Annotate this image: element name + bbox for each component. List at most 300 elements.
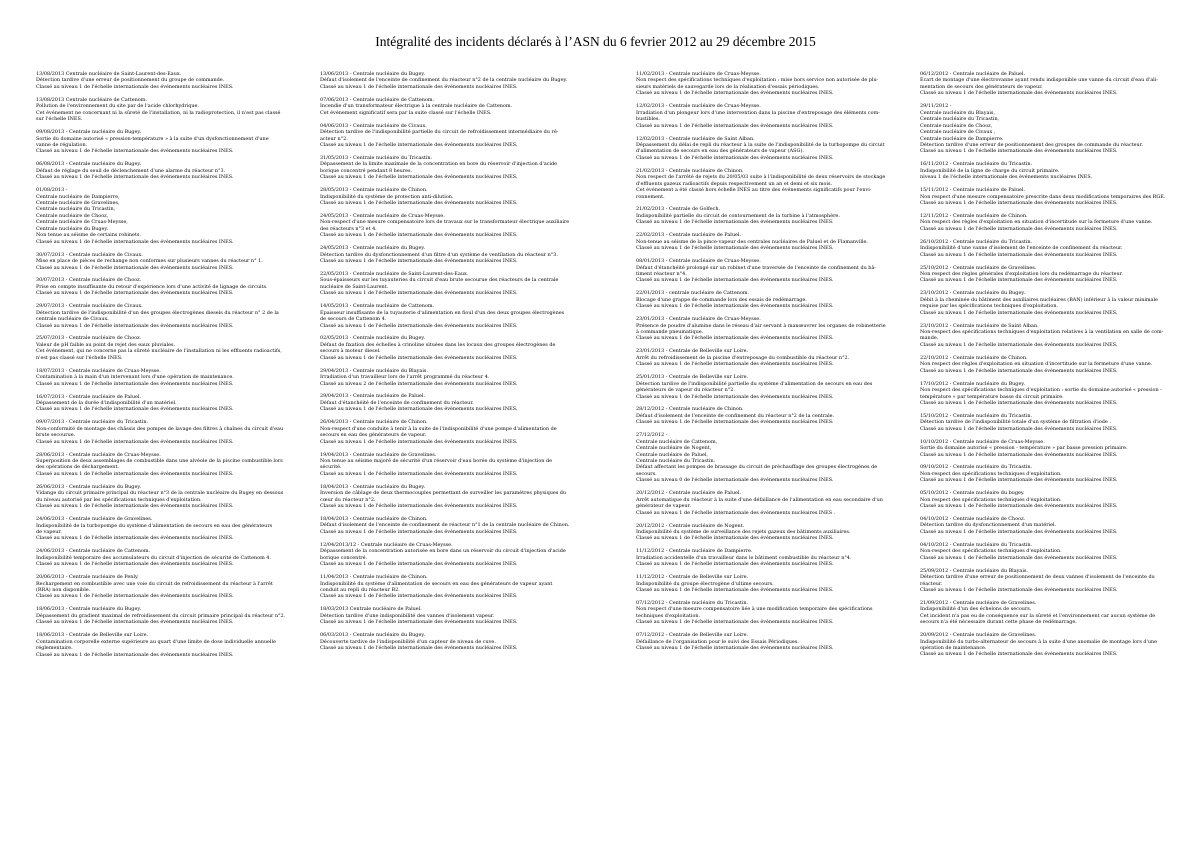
incident-text: Classé au niveau 1 de l'échelle internationale des événements nucléaires INES. xyxy=(636,335,834,342)
incident-text: borique concentré pendant 8 heures. xyxy=(320,167,413,174)
incident-header: 23/01/2013 - Centrale de Belleville sur Loire. xyxy=(636,348,749,355)
incident-entry xyxy=(320,419,588,445)
incident-text: Classé au niveau 1 de l'échelle internationale des événements nucléaires INES. xyxy=(920,277,1118,284)
incident-text: Superposition de deux assemblages de combustible dans une alvéole de la piscine combustible lors xyxy=(36,458,283,464)
incident-header: 28/05/2013 - Centrale nucléaire de Chinon. xyxy=(320,187,428,194)
incident-text: Indisponibilité temporaire des accumulateurs du circuit d'injection de sécurité de Cattenom 4. xyxy=(36,554,271,561)
incident-entry xyxy=(36,252,304,271)
incident-text: Écart de montage d'une électrovanne ayant rendu indisponible une vanne du circuit d'eau d'ali- xyxy=(920,77,1158,84)
incident-entry xyxy=(636,348,904,367)
incident-text: Classé au niveau 1 de l'échelle internationale des événements nucléaires INES. xyxy=(636,219,834,226)
incident-text: mande. xyxy=(920,335,939,342)
incident-text: Classé au niveau 1 de l'échelle internationale des événements nucléaires INES. xyxy=(320,438,518,445)
incident-text: Vidange du circuit primaire principal du réacteur n°3 de la centrale nucléaire du Bugey en dessous xyxy=(36,490,284,497)
incident-entry xyxy=(920,439,1188,458)
incident-text: Classé au niveau 1 de l'échelle internationale des événements nucléaires INES. xyxy=(36,83,234,90)
incident-header: 16/11/2012 - Centrale nucléaire du Tricastin. xyxy=(920,161,1033,168)
incident-entry xyxy=(920,187,1188,206)
incident-text: température » par température basse du circuit primaire. xyxy=(920,393,1064,400)
incident-text: Classé au niveau 1 de l'échelle internationale des événements nucléaires INES. xyxy=(320,322,518,329)
incident-text: Classé au niveau 1 de l'échelle internationale des événements nucléaires INES. xyxy=(920,148,1118,155)
incident-text: Classé au niveau 1 de l'échelle internationale des événements nucléaires INES. xyxy=(36,593,234,600)
incident-text: Classé au niveau 1 de l'échelle internationale des événements nucléaires INES. xyxy=(320,174,518,181)
incident-header: 25/07/2013 - Centrale nucléaire de Chooz. xyxy=(36,335,142,342)
incident-text: Présence de poudre d'alumine dans le réseau d'air servant à manœuvrer les organes de robinetterie xyxy=(636,322,886,329)
incident-entry xyxy=(636,490,904,516)
incident-text: acteur n°2. xyxy=(320,135,348,142)
incident-entry xyxy=(920,265,1188,284)
incident-text: Classé au niveau 1 de l'échelle internationale des événements nucléaires INES. xyxy=(636,122,834,129)
incident-entry xyxy=(636,258,904,284)
incident-header: 26/10/2012 - Centrale nucléaire du Tricastin. xyxy=(920,238,1033,245)
incident-text: Classé au niveau 1 de l'échelle internationale des événements nucléaires INES. xyxy=(920,528,1118,535)
incident-text: Irradiation accidentelle d'un travailleur dans le bâtiment combustible du réacteur n°4. xyxy=(636,554,852,561)
page-title: Intégralité des incidents déclarés à l’ASN du 6 fevrier 2012 au 29 décembre 2015 xyxy=(375,34,816,49)
incident-text: Non-respect des spécifications techniques d'exploitation. xyxy=(920,548,1062,555)
incident-text: niveau 1 de l'échelle internationale des événements nucléaires INES. xyxy=(920,174,1093,181)
incident-entry xyxy=(320,393,588,412)
incident-text: Classé au niveau 1 de l'échelle internationale des événements nucléaires INES. xyxy=(920,367,1118,374)
incident-text: Indisponibilité partielle du circuit de contournement de la turbine à l'atmosphère. xyxy=(636,212,840,219)
incident-header: 06/03/2013 - Centrale nucléaire du Bugey. xyxy=(320,632,426,639)
incident-text: Incendie d'un transformateur électrique à la centrale nucléaire de Cattenom. xyxy=(320,103,513,110)
incident-text: Classé au niveau 1 de l'échelle internationale des événements nucléaires INES. xyxy=(36,535,234,542)
incident-header: 09/10/2012 - Centrale nucléaire du Tricastin. xyxy=(920,464,1033,471)
incident-header: 29/04/2013 - Centrale nucléaire du Blayais. xyxy=(320,367,428,374)
incident-header: 13/06/2013 - Centrale nucléaire du Bugey. xyxy=(320,71,426,77)
incident-text: timent réacteur n°4. xyxy=(636,270,687,277)
incident-header: 18/06/2013 - Centrale nucléaire du Bugey. xyxy=(36,606,142,613)
incident-text: techniques d'exploitation. xyxy=(636,612,701,619)
incident-entry xyxy=(920,632,1188,658)
incident-text: Classé au niveau 1 de l'échelle internationale des événements nucléaires INES. xyxy=(636,303,834,310)
incident-header: 22/02/2013 - Centrale nucléaire de Paluel. xyxy=(636,232,742,239)
incident-header: 31/05/2013 - Centrale nucléaire du Tricastin. xyxy=(320,154,433,161)
incident-text: Classé au niveau 1 de l'échelle internationale des événements nucléaires INES. xyxy=(920,90,1118,97)
incident-text: Inversion de câblage de deux thermocouples permettant de surveiller les paramètres physiques du xyxy=(320,490,567,497)
incident-header: 25/01/2013 - Centrale de Belleville sur Loire. xyxy=(636,374,749,381)
incident-entry xyxy=(636,316,904,342)
incident-text: Non respect des spécifications techniques d'exploitation : sortie du domaine autorisé « pression - xyxy=(920,387,1162,394)
incident-text: Sortie du domaine autorisé « pression-température » à la suite d'un dysfonctionnement d'une xyxy=(36,135,269,142)
incident-header: 23/10/2012 - Centrale nucléaire de Saint Alban. xyxy=(920,322,1039,329)
incident-text: Non tenue au séisme de certains robinets. xyxy=(36,232,141,239)
incident-text: Non respect de l'arrêté de rejets du 20/05/03 suite à l'indisponibilité de deux réservoirs de stockage xyxy=(636,174,886,181)
incident-entry xyxy=(920,323,1188,349)
incident-text: Classé au niveau 1 de l'échelle internationale des événements nucléaires INES. xyxy=(320,645,518,652)
incident-text: Centrale nucléaire du Blayais, xyxy=(920,109,995,116)
incident-text: Détection tardive d'une indisponibilité des vannes d'isolement vapeur. xyxy=(320,612,495,619)
incident-text: Classé au niveau 1 de l'échelle internationale des événements nucléaires INES. xyxy=(920,651,1118,658)
incident-text: réglementaire. xyxy=(36,645,73,652)
incident-text: Classé au niveau 1 de l'échelle internationale des événements nucléaires INES. xyxy=(636,645,834,652)
incident-text: Classé au niveau 1 de l'échelle internationale des événements nucléaires INES. xyxy=(320,619,518,626)
incident-header: 18/04/2013 - Centrale nucléaire de Chinon. xyxy=(320,516,428,523)
incident-entry xyxy=(320,123,588,149)
incident-entry xyxy=(920,239,1188,258)
incident-text: réacteur. xyxy=(920,580,943,587)
incident-text: Classé au niveau 1 de l'échelle internationale des événements nucléaires INES. xyxy=(920,251,1118,258)
incident-text: Classé au niveau 1 de l'échelle internationale des événements nucléaires INES. xyxy=(320,83,518,90)
incident-text: Classé au niveau 1 de l'échelle internationale des événements nucléaires INES. xyxy=(36,148,234,155)
incident-text: Indisponibilité du groupe électrogène d'ultime secours. xyxy=(636,580,774,587)
incident-entry xyxy=(320,271,588,297)
incident-header: 04/10/2012 - Centrale nucléaire du Tricastin. xyxy=(920,541,1033,548)
incident-text: Indisponibilité de la turbopompe du système d'alimentation de secours en eau des générateurs xyxy=(36,522,273,529)
incident-text: générateurs de vapeur du réacteur n°2. xyxy=(636,387,735,394)
incident-text: Classé au niveau 1 de l'échelle internationale des événements nucléaires INES. xyxy=(636,619,834,626)
incident-text: Détection tardive de l'indisponibilité partielle du circuit de refroidissement intermédiaire du ré- xyxy=(320,129,559,136)
incident-text: Centrale nucléaire du Tricastin, xyxy=(920,116,1000,123)
incident-header: 22/05/2013 - Centrale nucléaire de Saint-Laurent-des-Eaux. xyxy=(320,270,469,277)
incident-text: Centrale nucléaire de Paluel, xyxy=(636,451,709,458)
incident-text: Classé au niveau 1 de l'échelle internationale des événements nucléaires INES. xyxy=(36,619,234,626)
incident-text: Classé au niveau 1 de l'échelle internationale des événements nucléaires INES. xyxy=(636,277,834,284)
incident-header: 29/07/2013 - Centrale nucléaire de Civaux. xyxy=(36,303,143,310)
incident-entry xyxy=(636,406,904,425)
incident-text: de vapeur. xyxy=(36,528,62,535)
incident-text: Cet événement a été classé hors échelle INES au titre des événements significatifs pour l'envi- xyxy=(636,187,872,194)
incident-text: Cet incident n'a pas eu de conséquence sur la sûreté et l'environnement car aucun système de xyxy=(920,612,1156,619)
incident-text: Non respect des règles d'exploitation en situation d'incertitude sur la fermeture d'une vanne. xyxy=(920,361,1153,368)
incident-header: 11/12/2012 - Centrale de Belleville sur Loire. xyxy=(636,574,749,581)
incident-text: Non respect d'une mesure compensatoire prescrite dans deux modifications temporaires des RGE. xyxy=(920,193,1166,200)
incident-text: Classé au niveau 1 de l'échelle internationale des événements nucléaires INES. xyxy=(36,264,234,271)
incident-text: Classé au niveau 1 de l'échelle internationale des événements nucléaires INES. xyxy=(636,587,834,593)
incident-text: générateur de vapeur. xyxy=(636,503,692,510)
incident-entry xyxy=(920,355,1188,374)
incident-entry xyxy=(36,574,304,600)
incident-text: Classé au niveau 1 de l'échelle internationale des événements nucléaires INES. xyxy=(36,238,234,245)
incident-text: Débit à la cheminée du bâtiment des auxiliaires nucléaires (BAN) inférieur à la valeur minimale xyxy=(920,296,1158,303)
incident-text: Classé au niveau 1 de l'échelle internationale des événements nucléaires INES. xyxy=(320,561,518,568)
incident-header: 24/06/2013 - Centrale nucléaire de Gravelines. xyxy=(36,516,153,523)
incident-header: 07/12/2012 - Centrale nucléaire du Tricastin. xyxy=(636,599,749,606)
incident-text: cœur du réacteur n°2. xyxy=(320,496,376,503)
incident-text: secours à moteur diesel. xyxy=(320,348,381,355)
incident-header: 02/05/2013 - Centrale nucléaire du Bugey. xyxy=(320,335,426,342)
incident-text: Défaut de réglage du seuil de déclenchement d'une alarme du réacteur n°3. xyxy=(36,167,226,174)
incident-header: 13/08/2013 Centrale nucléaire de Cattenom. xyxy=(36,96,147,103)
incident-column-3 xyxy=(636,71,904,658)
incident-text: mentation de secours des générateurs de vapeur. xyxy=(920,83,1043,90)
incident-text: à commande pneumatique. xyxy=(636,329,704,335)
incident-entry xyxy=(920,103,1188,155)
incident-text: sécurité. xyxy=(320,464,342,471)
incident-entry xyxy=(36,303,304,329)
incident-text: Classé au niveau 1 de l'échelle internationale des événements nucléaires INES. xyxy=(320,200,518,206)
incident-header: 15/10/2012 - Centrale nucléaire du Tricastin. xyxy=(920,412,1033,419)
incident-text: Centrale nucléaire du Tricastin, xyxy=(36,206,116,213)
incident-text: Centrale nucléaire du Tricastin. xyxy=(636,458,716,464)
incident-entry xyxy=(636,632,904,651)
incident-header: 30/07/2013 - Centrale nucléaire de Chooz. xyxy=(36,277,142,284)
incident-entry xyxy=(636,168,904,200)
incident-entry xyxy=(320,335,588,361)
incident-entry xyxy=(636,290,904,309)
incident-text: Classé au niveau 1 de l'échelle internationale des événements nucléaires INES. xyxy=(920,225,1118,232)
incident-header: 18/04/2013 - Centrale nucléaire du Bugey. xyxy=(320,483,426,490)
incident-header: 26/06/2013 - Centrale nucléaire du Bugey. xyxy=(36,483,142,490)
incident-text: Non tenue au séisme majoré de sécurité d'un réservoir d'eau borée du système d'injection de xyxy=(320,457,553,464)
incident-text: Classé au niveau 1 de l'échelle internationale des événements nucléaires INES. xyxy=(636,419,834,426)
incident-header: 18/06/2013 - Centrale de Belleville sur Loire. xyxy=(36,632,149,639)
incident-entry xyxy=(636,136,904,162)
incident-text: Classé au niveau 1 de l'échelle internationale des événements nucléaires INES . xyxy=(636,509,836,516)
incident-header: 28/12/2012 - Centrale nucléaire de Chinon. xyxy=(636,406,744,413)
incident-text: Dépassement de la durée d'indisponibilité d'un matériel. xyxy=(36,399,177,406)
incident-text: Classé au niveau 1 de l'échelle internationale des événements nucléaires INES. xyxy=(36,174,234,181)
incident-entry xyxy=(36,419,304,445)
incident-header: 06/12/2012 - Centrale nucléaire de Paluel. xyxy=(920,71,1026,77)
incident-header: 23/01/2013 - Centrale nucléaire de Cruas-Meysse. xyxy=(636,316,761,323)
incident-entry xyxy=(920,516,1188,535)
incident-text: Classé au niveau 1 de l'échelle internationale des événements nucléaires INES. xyxy=(636,245,834,252)
incident-text: Non respect des spécifications techniques d'exploitation. xyxy=(920,496,1062,503)
incident-text: Découverte tardive de l'indisponibilité d'un capteur de niveau de cuve. xyxy=(320,638,496,645)
incident-entry xyxy=(36,161,304,180)
incident-text: secours n'a été nécessaire durant cette phase de redémarrage. xyxy=(920,619,1077,626)
incident-text: Détection tardive de l'indisponibilité totale d'un système de filtration d'iode . xyxy=(920,419,1111,426)
incident-text: Non-respect des spécifications techniques d'exploitation. xyxy=(920,470,1062,477)
incident-text: Classé au niveau 0 de l'échelle internationale des événements nucléaires INES. xyxy=(636,477,834,484)
incident-header: 16/07/2013 - Centrale nucléaire de Paluel. xyxy=(36,393,142,400)
incident-text: Dépassement de la limite maximale de la concentration en bore du réservoir d'injection d'acide xyxy=(320,161,558,168)
incident-text: Classé au niveau 1 de l'échelle internationale des événements nucléaires INES. xyxy=(920,425,1118,432)
incident-entry xyxy=(36,277,304,296)
incident-header: 07/12/2012 - Centrale de Belleville sur Loire. xyxy=(636,632,749,639)
incident-header: 25/09/2012 - Centrale nucléaire du Blayais. xyxy=(920,567,1028,574)
incident-text: sieurs matériels de sauvegarde lors de la réalisation d'essais périodiques. xyxy=(636,83,820,90)
incident-text: Indisponibilité du turbo-alternateur de secours à la suite d'une anomalie de montage lors d'une xyxy=(920,638,1158,645)
incident-entry xyxy=(636,232,904,251)
incident-entry xyxy=(920,413,1188,432)
incident-header: 29/11/2012 - xyxy=(920,103,952,110)
incident-text: vanne de régulation. xyxy=(36,141,88,148)
incident-text: de secours de Cattenom 4. xyxy=(320,316,387,323)
incident-text: requise par les spécifications techniques d'exploitation. xyxy=(920,303,1059,310)
incident-text: Cet événement, qui ne concerne pas la sûreté nucléaire de l'installation ni les effluents radioactifs, xyxy=(36,348,282,355)
incident-header: 27/12/2012 - xyxy=(636,432,668,439)
incident-text: Mise en place de pièces de rechange non conformes sur plusieurs vannes du réacteur n° 1. xyxy=(36,258,263,265)
incident-text: Contamination à la main d'un intervenant lors d'une opération de maintenance. xyxy=(36,374,234,381)
incident-header: 10/10/2012 - Centrale nucléaire de Cruas-Meysse. xyxy=(920,438,1045,445)
incident-text: Classé au niveau 1 de l'échelle internationale des événements nucléaires INES. xyxy=(36,438,234,445)
incident-entry xyxy=(320,574,588,600)
incident-text: Classé au niveau 1 de l'échelle internationale des événements nucléaires INES. xyxy=(636,393,834,400)
incident-header: 04/06/2013 - Centrale nucléaire de Civaux. xyxy=(320,122,427,129)
incident-text: Dépassement de la concentration autorisée en bore dans un réservoir du circuit d'injection d'acide xyxy=(320,548,566,555)
incident-text: Classé au niveau 1 de l'échelle internationale des événements nucléaires INES. xyxy=(320,354,518,361)
incident-text: Détection tardive d'une erreur de positionnement de deux vannes d'isolement de l'enceinte du xyxy=(920,574,1155,581)
incident-entry xyxy=(920,290,1188,316)
incident-entry xyxy=(36,129,304,155)
incident-text: Irradiation d'un plongeur lors d'une intervention dans la piscine d'entreposage des éléments com- xyxy=(636,109,880,116)
incident-text: conduit au repli du réacteur B2. xyxy=(320,586,400,593)
incident-text: Défaut affectant les pompes de brassage du circuit de préchauffage des groupes électrogènes de xyxy=(636,464,878,471)
incident-text: borique concentré. xyxy=(320,554,368,561)
incident-header: 24/05/2013 - Centrale nucléaire du Bugey. xyxy=(320,245,426,252)
incident-text: Détection tardive de l'indisponibilité partielle du système d'alimentation de secours en eau des xyxy=(636,380,873,387)
incident-entry xyxy=(920,381,1188,407)
incident-text: Classé au niveau 1 de l'échelle internationale des événements nucléaires INES. xyxy=(636,90,834,97)
incident-text: Non respect des spécifications techniques d'exploitation : mise hors service non autorisée de plu- xyxy=(636,77,879,84)
incident-header: 26/04/2013 - Centrale nucléaire de Chinon. xyxy=(320,419,428,426)
incident-entry xyxy=(320,71,588,90)
incident-entry xyxy=(920,542,1188,561)
incident-text: Non-respect d'une conduite à tenir à la suite de l'indisponibilité d'une pompe d'alimentation de xyxy=(320,425,557,432)
incident-header: 28/06/2013 - Centrale nucléaire de Cruas-Meysse. xyxy=(36,451,161,458)
incident-header: 09/08/2013 - Centrale nucléaire du Bugey. xyxy=(36,129,142,136)
incident-text: Indisponibilité du système d'alimentation de secours en eau des générateurs de vapeur ayant xyxy=(320,580,553,587)
incident-text: Classé au niveau 1 de l'échelle internationale des événements nucléaires INES. xyxy=(920,477,1118,484)
incident-text: Détection tardive du dysfonctionnement d'un matériel. xyxy=(920,522,1057,529)
incident-text: Classé au niveau 1 de l'échelle internationale des événements nucléaires INES. xyxy=(636,361,834,368)
incident-entry xyxy=(920,568,1188,594)
incident-header: 12/02/2013 - Centrale nucléaire de Cruas-Meysse. xyxy=(636,103,761,110)
incident-header: 21/09/2012 - Centrale nucléaire de Gravelines. xyxy=(920,599,1037,606)
incident-entry xyxy=(320,452,588,478)
incident-text: Détection tardive de l'indisponibilité d'un des groupes électrogènes diesels du réacteur n° 2 de la xyxy=(36,309,279,316)
incident-header: 11/04/2013 - Centrale nucléaire de Chinon. xyxy=(320,574,428,581)
incident-entry xyxy=(320,303,588,329)
incident-text: Défaut de fixation des échelles à crinoline situées dans les locaux des groupes électrogènes de xyxy=(320,341,556,348)
incident-entry xyxy=(636,71,904,97)
incident-header: 23/10/2012 - Centrale nucléaire du Bugey. xyxy=(920,290,1026,297)
incident-entry xyxy=(36,548,304,567)
incident-header: 19/04/2013 - Centrale nucléaire de Gravelines. xyxy=(320,451,437,458)
incident-header: 17/10/2012 - Centrale nucléaire du Bugey. xyxy=(920,380,1026,387)
incident-text: Classé au niveau 1 de l'échelle internationale des événements nucléaires INES. xyxy=(320,406,518,413)
incident-text: Classé au niveau 1 de l'échelle internationale des événements nucléaires INES. xyxy=(920,399,1118,406)
incident-header: 22/01/2013 - centrale nucléaire de Cattenom. xyxy=(636,290,750,297)
incident-text: Classé au niveau 1 de l'échelle internationale des événements nucléaires INES. xyxy=(920,309,1118,316)
incident-header: 12/04/2013/12 - Centrale nucléaire de Cruas-Meysse. xyxy=(320,541,453,548)
incident-header: 12/11/2012 - Centrale nucléaire de Chinon. xyxy=(920,212,1028,219)
incident-text: Non respect d'une mesure compensatoire liée à une modification temporaire des spécifications xyxy=(636,606,873,613)
incident-text: Classé au niveau 1 de l'échelle internationale des événements nucléaires INES. xyxy=(36,503,234,510)
incident-entry xyxy=(920,71,1188,97)
incident-entry xyxy=(36,97,304,123)
incident-text: Indisponibilité du système de protection anti-dilution. xyxy=(320,193,454,200)
incident-text: n'est pas classé sur l'échelle INES. xyxy=(36,354,123,361)
incident-text: Blocage d'une grappe de commande lors des essais de redémarrage. xyxy=(636,296,807,303)
incident-text: centrale nucléaire de Civaux. xyxy=(36,316,109,323)
incident-text: Centrale nucléaire de Dampierre. xyxy=(920,135,1004,142)
incident-header: 12/02/2013 - Centrale nucléaire de Saint Alban. xyxy=(636,135,755,142)
incident-header: 21/02/2013 - Centrale de Golfech. xyxy=(636,206,721,213)
incident-entry xyxy=(920,464,1188,483)
incident-text: secours. xyxy=(636,470,657,477)
incident-entry xyxy=(920,161,1188,180)
incident-text: Classé au niveau 1 de l'échelle internationale des événements nucléaires INES. xyxy=(36,470,234,477)
incident-header: 18/03/2013 Centrale nucléaire de Paluel. xyxy=(320,606,422,613)
incident-header: 11/12/2012 - Centrale nucléaire de Dampierre. xyxy=(636,548,753,555)
incident-header: 20/09/2012 - Centrale nucléaire de Gravelines. xyxy=(920,632,1037,639)
incident-text: Classé au niveau 1 de l'échelle internationale des événements nucléaires INES. xyxy=(36,561,234,568)
incident-text: brute secourue. xyxy=(36,432,76,439)
incident-text: Classé au niveau 1 de l'échelle internationale des événements nucléaires INES. xyxy=(636,154,834,161)
incident-header: 20/06/2013 - Centrale nucléaire de Penly. xyxy=(36,574,139,581)
incident-text: Non respect des règles générales d'exploitation lors du redémarrage du réacteur. xyxy=(920,270,1123,277)
incident-text: Classé au niveau 1 de l'échelle internationale des événements nucléaires INES. xyxy=(320,232,518,239)
incident-entry xyxy=(636,374,904,400)
incident-text: Indisponibilité de la ligne de charge du circuit primaire. xyxy=(920,167,1060,174)
incident-text: Sortie du domaine autorisé « pression - température » par basse pression primaire. xyxy=(920,445,1128,452)
incident-entry xyxy=(636,103,904,129)
incident-text: (RRA) non disponible. xyxy=(36,587,91,593)
incident-header: 04/10/2012 - Centrale nucléaire de Chooz. xyxy=(920,516,1026,523)
incident-text: ronnement. xyxy=(636,193,665,200)
incident-entry xyxy=(36,394,304,413)
incident-entry xyxy=(36,516,304,542)
incident-text: Irradiation d'un travailleur lors de l'arrêt programmé du réacteur 4. xyxy=(320,374,490,381)
incident-header: 21/02/2013 - Centrale nucléaire de Chinon. xyxy=(636,167,744,174)
incident-text: Indisponibilité d'un des échelons de secours. xyxy=(920,606,1032,613)
incident-text: Classé au niveau 1 de l'échelle internationale des événements nucléaires INES. xyxy=(36,406,234,413)
incident-header: 01/08/2013 - xyxy=(36,187,68,194)
incident-header: 13/08/2013 Centrale nucléaire de Saint-Laurent-des-Eaux. xyxy=(36,71,182,77)
incident-column-2 xyxy=(320,71,588,658)
incident-header: 07/06/2013 - Centrale nucléaire de Cattenom. xyxy=(320,96,435,103)
incident-text: Classé au niveau 1 de l'échelle internationale des événements nucléaires INES. xyxy=(320,593,518,600)
incident-text: des réacteurs n°3 et 4. xyxy=(320,225,377,232)
incident-text: Sous-épaisseurs sur les tuyauteries du circuit d'eau brute secourue des réacteurs de la centrale xyxy=(320,277,559,284)
incident-text: Classé au niveau 1 de l'échelle internationale des événements nucléaires INES. xyxy=(36,290,234,297)
incident-text: Prise en compte insuffisante du retour d'expérience lors d'une activité de lignage de circuits. xyxy=(36,283,268,290)
incident-text: Défaut d'étanchéité prolongé sur un robinet d'une traversée de l'enceinte de confinement du bâ- xyxy=(636,264,877,271)
incident-entry xyxy=(320,484,588,510)
incident-text: Centrale nucléaire de Nogent, xyxy=(636,445,712,452)
incident-text: Centrale nucléaire de Chooz, xyxy=(920,122,993,129)
incident-entry xyxy=(36,484,304,510)
incident-entry xyxy=(920,600,1188,626)
incident-text: Arrêt automatique du réacteur à la suite d'une défaillance de l'alimentation en eau secondaire d'un xyxy=(636,496,883,503)
incident-text: Contamination corporelle externe supérieure au quart d'une limite de dose individuelle annuelle xyxy=(36,638,276,645)
incident-text: Détection tardive du dysfonctionnement d'un filtre d'un système de ventilation du réacteur n°3. xyxy=(320,251,558,258)
incident-header: 20/12/2012 - Centrale nucléaire de Paluel. xyxy=(636,490,742,497)
incident-text: Classé au niveau 1 de l'échelle internationale des événements nucléaires INES. xyxy=(920,200,1118,207)
incident-entry xyxy=(36,368,304,387)
incident-text: Défaillance de l'organisation pour le suivi des Essais Périodiques. xyxy=(636,638,799,645)
incident-entry xyxy=(920,213,1188,232)
incident-entry xyxy=(320,632,588,651)
incident-text: Centrale nucléaire de Chooz, xyxy=(36,212,109,219)
incident-header: 24/05/2013 - Centrale nucléaire de Cruas-Meysse. xyxy=(320,212,445,219)
incident-text: Pollution de l'environnement du site par de l'acide chlorhydrique. xyxy=(36,103,199,110)
incident-entry xyxy=(36,335,304,361)
incident-text: Classé au niveau 1 de l'échelle internationale des événements nucléaires INES. xyxy=(920,341,1118,348)
incident-header: 24/06/2013 - Centrale nucléaire de Cattenom. xyxy=(36,548,151,555)
incident-text: d'effluents gazeux radioactifs depuis respectivement un an et demi et six mois. xyxy=(636,180,833,187)
incident-text: Centrale nucléaire de Gravelines, xyxy=(36,200,120,206)
incident-column-4 xyxy=(920,71,1188,664)
incident-entry xyxy=(320,187,588,206)
incident-text: Classé au niveau 1 de l'échelle internationale des événements nucléaires INES. xyxy=(36,651,234,658)
incident-text: Épaisseur insuffisante de la tuyauterie d'alimentation en fioul d'un des deux groupes électrogènes xyxy=(320,309,565,316)
incident-entry xyxy=(36,187,304,245)
incident-text: Non-tenue au séisme de la pince-vapeur des centrales nucléaires de Paluel et de Flamanville. xyxy=(636,238,868,245)
incident-text: Centrale nucléaire de Civaux , xyxy=(920,129,996,136)
incident-text: Classé au niveau 1 de l'échelle internationale des événements nucléaires INES. xyxy=(320,290,518,297)
incident-text: Centrale nucléaire du Bugey. xyxy=(36,225,109,232)
incident-header: 11/02/2013 - Centrale nucléaire de Cruas-Meysse. xyxy=(636,71,761,77)
incident-text: du niveau autorisé par les spécifications techniques d'exploitation. xyxy=(36,496,202,503)
incident-entry xyxy=(320,542,588,568)
incident-text: Centrale nucléaire de Cruas-Meysse, xyxy=(36,219,128,226)
incident-entry xyxy=(636,206,904,225)
incident-text: Arrêt du refroidissement de la piscine d'entreposage du combustible du réacteur n°2. xyxy=(636,354,850,361)
